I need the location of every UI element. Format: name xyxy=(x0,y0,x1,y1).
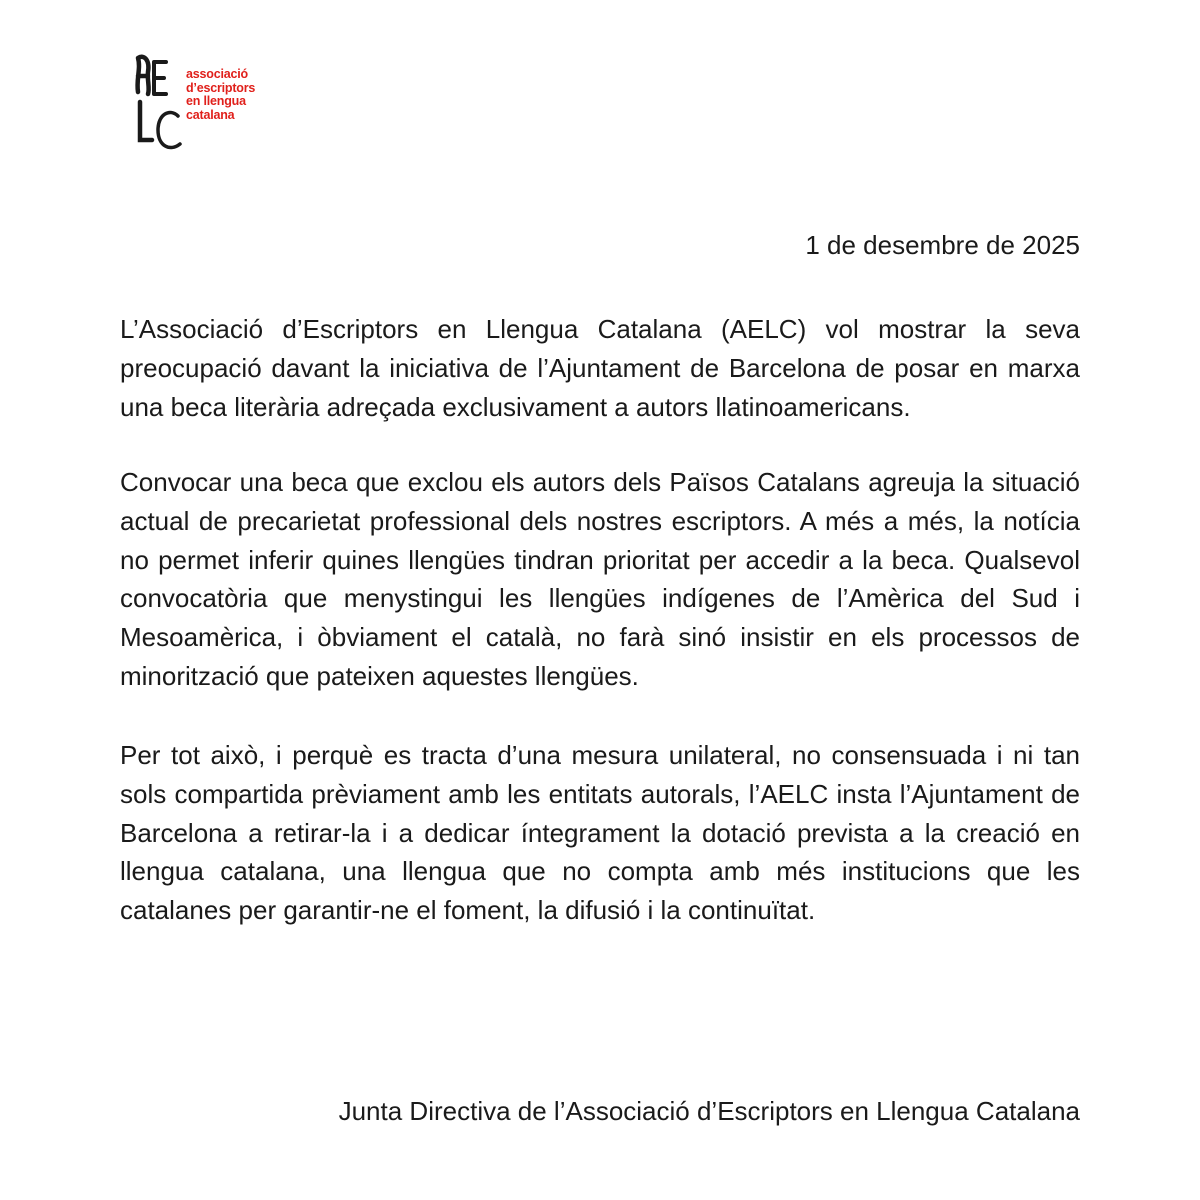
signature: Junta Directiva de l’Associació d’Escriptors en Llengua Catalana xyxy=(338,1096,1080,1126)
logo-line: associació xyxy=(186,67,248,81)
body-paragraph-1: L’Associació d’Escriptors en Llengua Catalana (AELC) vol mostrar la seva preocupació davant la iniciativa de l’Ajuntament de Barcelona de posar en marxa una beca literària adreçada exclusivament a autors llatinoamericans. xyxy=(120,314,1080,422)
body-paragraph-3: Per tot això, i perquè es tracta d’una mesura unilateral, no consensuada i ni tan sols compartida prèviament amb les entitats autorals, l’AELC insta l’Ajuntament de Barcelona a retirar-la i a dedicar íntegrament la dotació prevista a la creació en llengua catalana, una llengua que no compta amb més institucions que les catalanes per garantir-ne el foment, la difusió i la continuïtat. xyxy=(120,740,1080,926)
logo-wordmark xyxy=(186,68,255,122)
letter-date: 1 de desembre de 2025 xyxy=(805,230,1080,260)
logo-line: catalana xyxy=(186,107,235,122)
logo-line: d’escriptors xyxy=(186,80,256,95)
aelc-monogram-icon xyxy=(132,50,188,155)
body-paragraph-2: Convocar una beca que exclou els autors dels Països Catalans agreuja la situació actual de precarietat professional dels nostres escriptors. A més a més, la notícia no permet inferir quines llengües tindran prioritat per accedir a la beca. Qualsevol convocatòria que menystingui les llengües indígenes de l’Amèrica del Sud i Mesoamèrica, i òbviament el català, no farà sinó insistir en els processos de minorització que pateixen aquestes llengües. xyxy=(120,467,1080,691)
aelc-logo xyxy=(132,50,302,155)
logo-line: en llengua xyxy=(186,94,246,108)
